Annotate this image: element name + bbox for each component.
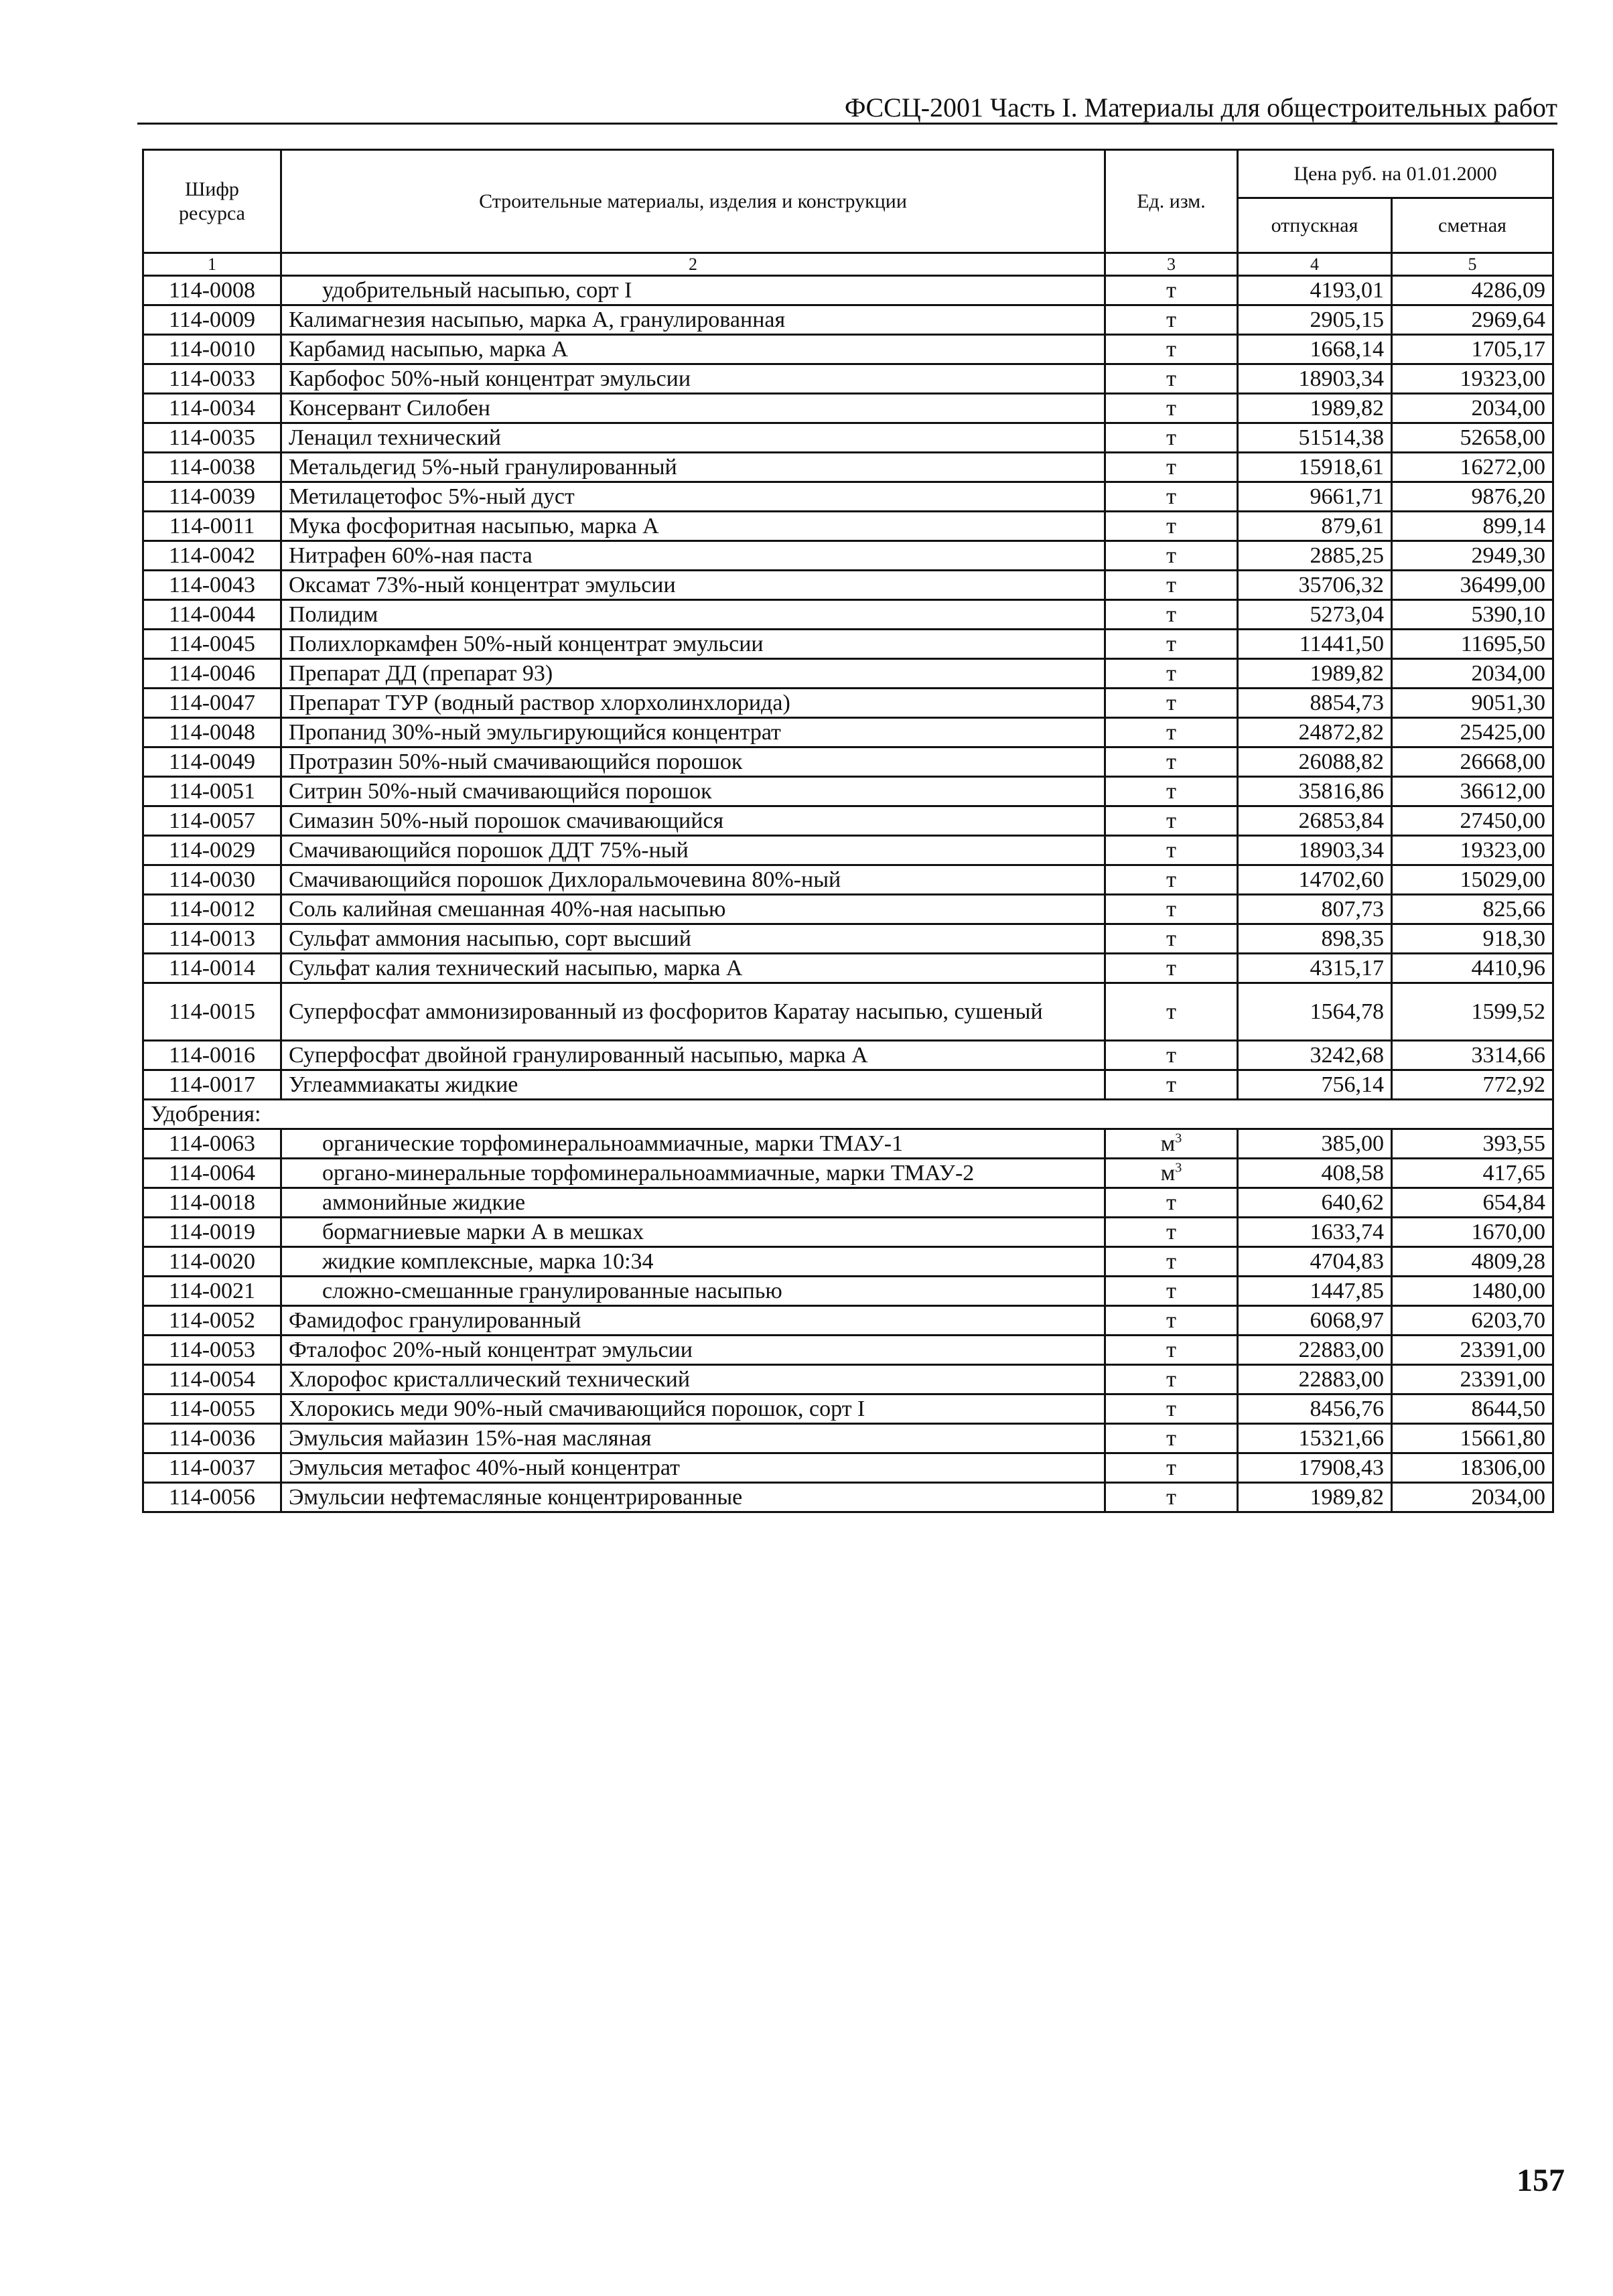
table-row: [143, 630, 1553, 659]
cell-code: 114-0035: [143, 423, 281, 453]
column-header-price-group: Цена руб. на 01.01.2000: [1238, 150, 1553, 198]
cell-code: 114-0030: [143, 865, 281, 895]
cell-estimate-price: 4286,09: [1392, 276, 1553, 305]
cell-estimate-price: 772,92: [1392, 1070, 1553, 1100]
cell-release-price: 640,62: [1238, 1188, 1392, 1218]
cell-code: 114-0048: [143, 718, 281, 747]
cell-name: Карбамид насыпью, марка А: [281, 335, 1105, 364]
cell-unit: т: [1105, 895, 1238, 924]
cell-estimate-price: 918,30: [1392, 924, 1553, 954]
cell-estimate-price: 4809,28: [1392, 1247, 1553, 1277]
table-row: [143, 1129, 1553, 1159]
cell-release-price: 4704,83: [1238, 1247, 1392, 1277]
cell-name: удобрительный насыпью, сорт I: [281, 276, 1105, 305]
cell-estimate-price: 9876,20: [1392, 482, 1553, 512]
cell-unit: т: [1105, 865, 1238, 895]
cell-release-price: 35816,86: [1238, 777, 1392, 806]
cell-code: 114-0049: [143, 747, 281, 777]
cell-name: Сульфат калия технический насыпью, марка А: [281, 954, 1105, 983]
table-row: [143, 1070, 1553, 1100]
cell-estimate-price: 1480,00: [1392, 1277, 1553, 1306]
table-row: [143, 895, 1553, 924]
table-row: [143, 1247, 1553, 1277]
cell-estimate-price: 3314,66: [1392, 1041, 1553, 1070]
cell-release-price: 17908,43: [1238, 1453, 1392, 1483]
cell-release-price: 1668,14: [1238, 335, 1392, 364]
cell-estimate-price: 393,55: [1392, 1129, 1553, 1159]
cell-name: Пропанид 30%-ный эмульгирующийся концентрат: [281, 718, 1105, 747]
cell-release-price: 3242,68: [1238, 1041, 1392, 1070]
cell-estimate-price: 2034,00: [1392, 659, 1553, 689]
cell-code: 114-0051: [143, 777, 281, 806]
cell-name: Протразин 50%-ный смачивающийся порошок: [281, 747, 1105, 777]
table-row: [143, 983, 1553, 1041]
cell-release-price: 18903,34: [1238, 836, 1392, 865]
table-row: [143, 512, 1553, 541]
cell-name: органические торфоминеральноаммиачные, марки ТМАУ-1: [281, 1129, 1105, 1159]
cell-name: Фталофос 20%-ный концентрат эмульсии: [281, 1336, 1105, 1365]
cell-unit: т: [1105, 541, 1238, 571]
cell-estimate-price: 27450,00: [1392, 806, 1553, 836]
table-row: [143, 571, 1553, 600]
cell-unit: т: [1105, 1365, 1238, 1394]
cell-code: 114-0020: [143, 1247, 281, 1277]
table-row: [143, 1336, 1553, 1365]
unit-symbol: м: [1160, 1131, 1176, 1156]
table-row: [143, 394, 1553, 423]
cell-estimate-price: 23391,00: [1392, 1336, 1553, 1365]
column-number: 5: [1392, 253, 1553, 276]
cell-unit: т: [1105, 1070, 1238, 1100]
cell-release-price: 8854,73: [1238, 689, 1392, 718]
cell-name: Соль калийная смешанная 40%-ная насыпью: [281, 895, 1105, 924]
cell-name: жидкие комплексные, марка 10:34: [281, 1247, 1105, 1277]
cell-unit: т: [1105, 364, 1238, 394]
cell-unit: т: [1105, 1218, 1238, 1247]
cell-estimate-price: 36612,00: [1392, 777, 1553, 806]
column-header-release-price: отпускная: [1238, 198, 1392, 253]
cell-code: 114-0009: [143, 305, 281, 335]
cell-release-price: 26088,82: [1238, 747, 1392, 777]
cell-estimate-price: 1599,52: [1392, 983, 1553, 1041]
column-header-estimate-price: сметная: [1392, 198, 1553, 253]
table-row: [143, 865, 1553, 895]
page-header: [137, 92, 1557, 125]
cell-unit: т: [1105, 1394, 1238, 1424]
cell-code: 114-0053: [143, 1336, 281, 1365]
cell-unit: т: [1105, 394, 1238, 423]
unit-symbol: м: [1160, 1160, 1176, 1186]
cell-code: 114-0042: [143, 541, 281, 571]
cell-unit: т: [1105, 659, 1238, 689]
cell-unit: т: [1105, 1041, 1238, 1070]
table-row: [143, 659, 1553, 689]
cell-code: 114-0047: [143, 689, 281, 718]
cell-release-price: 8456,76: [1238, 1394, 1392, 1424]
table-row: [143, 482, 1553, 512]
table-row: [143, 1424, 1553, 1453]
cell-name: Фамидофос гранулированный: [281, 1306, 1105, 1336]
cell-estimate-price: 19323,00: [1392, 364, 1553, 394]
cell-estimate-price: 19323,00: [1392, 836, 1553, 865]
cell-unit: т: [1105, 571, 1238, 600]
cell-estimate-price: 417,65: [1392, 1159, 1553, 1188]
cell-code: 114-0033: [143, 364, 281, 394]
cell-unit: т: [1105, 600, 1238, 630]
unit-exponent: 3: [1175, 1131, 1182, 1146]
cell-name: Эмульсия метафос 40%-ный концентрат: [281, 1453, 1105, 1483]
cell-estimate-price: 15661,80: [1392, 1424, 1553, 1453]
cell-code: 114-0046: [143, 659, 281, 689]
table-row: [143, 954, 1553, 983]
cell-release-price: 1564,78: [1238, 983, 1392, 1041]
cell-estimate-price: 8644,50: [1392, 1394, 1553, 1424]
cell-code: 114-0011: [143, 512, 281, 541]
cell-name: Нитрафен 60%-ная паста: [281, 541, 1105, 571]
cell-name: Мука фосфоритная насыпью, марка А: [281, 512, 1105, 541]
cell-unit: т: [1105, 806, 1238, 836]
cell-code: 114-0039: [143, 482, 281, 512]
cell-release-price: 1447,85: [1238, 1277, 1392, 1306]
cell-code: 114-0063: [143, 1129, 281, 1159]
cell-code: 114-0036: [143, 1424, 281, 1453]
cell-unit: [1105, 1129, 1238, 1159]
cell-name: Ситрин 50%-ный смачивающийся порошок: [281, 777, 1105, 806]
table-row: [143, 1394, 1553, 1424]
cell-name: Метилацетофос 5%-ный дуст: [281, 482, 1105, 512]
cell-release-price: 2905,15: [1238, 305, 1392, 335]
cell-code: 114-0012: [143, 895, 281, 924]
cell-unit: т: [1105, 482, 1238, 512]
cell-release-price: 22883,00: [1238, 1365, 1392, 1394]
cell-release-price: 5273,04: [1238, 600, 1392, 630]
cell-unit: т: [1105, 1336, 1238, 1365]
cell-code: 114-0029: [143, 836, 281, 865]
cell-code: 114-0017: [143, 1070, 281, 1100]
column-header-code: Шифр ресурса: [143, 150, 281, 253]
cell-release-price: 24872,82: [1238, 718, 1392, 747]
cell-code: 114-0016: [143, 1041, 281, 1070]
cell-unit: т: [1105, 1306, 1238, 1336]
cell-estimate-price: 5390,10: [1392, 600, 1553, 630]
cell-name: Суперфосфат аммонизированный из фосфоритов Каратау насыпью, сушеный: [281, 983, 1105, 1041]
cell-name: Карбофос 50%-ный концентрат эмульсии: [281, 364, 1105, 394]
price-rows: [143, 276, 1553, 1100]
cell-release-price: 18903,34: [1238, 364, 1392, 394]
cell-unit: т: [1105, 1424, 1238, 1453]
table-row: [143, 364, 1553, 394]
cell-release-price: 2885,25: [1238, 541, 1392, 571]
cell-estimate-price: 654,84: [1392, 1188, 1553, 1218]
cell-name: Хлорокись меди 90%-ный смачивающийся порошок, сорт I: [281, 1394, 1105, 1424]
cell-release-price: 51514,38: [1238, 423, 1392, 453]
table-row: [143, 1483, 1553, 1512]
cell-name: Суперфосфат двойной гранулированный насыпью, марка А: [281, 1041, 1105, 1070]
cell-code: 114-0045: [143, 630, 281, 659]
cell-name: Смачивающийся порошок ДДТ 75%-ный: [281, 836, 1105, 865]
cell-estimate-price: 4410,96: [1392, 954, 1553, 983]
cell-release-price: 879,61: [1238, 512, 1392, 541]
table-row: [143, 1365, 1553, 1394]
cell-unit: т: [1105, 924, 1238, 954]
cell-estimate-price: 52658,00: [1392, 423, 1553, 453]
cell-name: Ленацил технический: [281, 423, 1105, 453]
cell-unit: т: [1105, 747, 1238, 777]
column-number: 3: [1105, 253, 1238, 276]
cell-release-price: 15918,61: [1238, 453, 1392, 482]
cell-release-price: 11441,50: [1238, 630, 1392, 659]
table-row: [143, 600, 1553, 630]
table-row: [143, 305, 1553, 335]
cell-code: 114-0038: [143, 453, 281, 482]
cell-name: Симазин 50%-ный порошок смачивающийся: [281, 806, 1105, 836]
cell-release-price: 6068,97: [1238, 1306, 1392, 1336]
column-number: 1: [143, 253, 281, 276]
cell-code: 114-0054: [143, 1365, 281, 1394]
table-row: [143, 777, 1553, 806]
section-fertilizers: [143, 1100, 1553, 1129]
cell-estimate-price: 18306,00: [1392, 1453, 1553, 1483]
cell-estimate-price: 2034,00: [1392, 1483, 1553, 1512]
cell-unit: т: [1105, 718, 1238, 747]
cell-code: 114-0021: [143, 1277, 281, 1306]
cell-unit: т: [1105, 1483, 1238, 1512]
price-table: [142, 149, 1554, 1513]
cell-estimate-price: 15029,00: [1392, 865, 1553, 895]
column-header-name: Строительные материалы, изделия и конструкции: [281, 150, 1105, 253]
column-number: 2: [281, 253, 1105, 276]
cell-code: 114-0008: [143, 276, 281, 305]
table-row: [143, 1277, 1553, 1306]
cell-code: 114-0056: [143, 1483, 281, 1512]
cell-estimate-price: 36499,00: [1392, 571, 1553, 600]
cell-code: 114-0043: [143, 571, 281, 600]
cell-code: 114-0052: [143, 1306, 281, 1336]
cell-release-price: 4315,17: [1238, 954, 1392, 983]
cell-code: 114-0015: [143, 983, 281, 1041]
cell-unit: т: [1105, 453, 1238, 482]
cell-code: 114-0044: [143, 600, 281, 630]
cell-unit: т: [1105, 630, 1238, 659]
cell-unit: [1105, 1159, 1238, 1188]
cell-name: Метальдегид 5%-ный гранулированный: [281, 453, 1105, 482]
cell-estimate-price: 6203,70: [1392, 1306, 1553, 1336]
cell-estimate-price: 2949,30: [1392, 541, 1553, 571]
table-row: [143, 335, 1553, 364]
section-title: Удобрения:: [143, 1100, 1553, 1129]
cell-code: 114-0064: [143, 1159, 281, 1188]
cell-name: Полидим: [281, 600, 1105, 630]
cell-release-price: 385,00: [1238, 1129, 1392, 1159]
cell-release-price: 408,58: [1238, 1159, 1392, 1188]
page-header-title: ФССЦ-2001 Часть I. Материалы для общестроительных работ: [844, 92, 1557, 123]
cell-code: 114-0019: [143, 1218, 281, 1247]
section-rows: [143, 1129, 1553, 1306]
cell-release-price: 22883,00: [1238, 1336, 1392, 1365]
cell-estimate-price: 26668,00: [1392, 747, 1553, 777]
cell-unit: т: [1105, 276, 1238, 305]
cell-name: бормагниевые марки А в мешках: [281, 1218, 1105, 1247]
cell-release-price: 898,35: [1238, 924, 1392, 954]
cell-name: Консервант Силобен: [281, 394, 1105, 423]
table-row: [143, 276, 1553, 305]
cell-name: Смачивающийся порошок Дихлоральмочевина 80%-ный: [281, 865, 1105, 895]
cell-estimate-price: 2034,00: [1392, 394, 1553, 423]
cell-name: Оксамат 73%-ный концентрат эмульсии: [281, 571, 1105, 600]
cell-name: сложно-смешанные гранулированные насыпью: [281, 1277, 1105, 1306]
cell-release-price: 1989,82: [1238, 394, 1392, 423]
table-row: [143, 747, 1553, 777]
cell-name: Препарат ДД (препарат 93): [281, 659, 1105, 689]
column-number: 4: [1238, 253, 1392, 276]
cell-code: 114-0013: [143, 924, 281, 954]
table-row: [143, 1218, 1553, 1247]
cell-estimate-price: 23391,00: [1392, 1365, 1553, 1394]
cell-release-price: 15321,66: [1238, 1424, 1392, 1453]
table-row: [143, 836, 1553, 865]
column-number-row: [143, 253, 1553, 276]
cell-release-price: 1989,82: [1238, 659, 1392, 689]
cell-name: Сульфат аммония насыпью, сорт высший: [281, 924, 1105, 954]
column-header-unit: Ед. изм.: [1105, 150, 1238, 253]
table-row: [143, 806, 1553, 836]
cell-name: Углеаммиакаты жидкие: [281, 1070, 1105, 1100]
table-row: [143, 718, 1553, 747]
cell-estimate-price: 25425,00: [1392, 718, 1553, 747]
cell-release-price: 1989,82: [1238, 1483, 1392, 1512]
cell-name: Полихлоркамфен 50%-ный концентрат эмульсии: [281, 630, 1105, 659]
cell-unit: т: [1105, 1277, 1238, 1306]
cell-unit: т: [1105, 1247, 1238, 1277]
cell-release-price: 756,14: [1238, 1070, 1392, 1100]
cell-estimate-price: 1705,17: [1392, 335, 1553, 364]
cell-name: органо-минеральные торфоминеральноаммиачные, марки ТМАУ-2: [281, 1159, 1105, 1188]
cell-code: 114-0055: [143, 1394, 281, 1424]
cell-code: 114-0034: [143, 394, 281, 423]
cell-unit: т: [1105, 1188, 1238, 1218]
cell-unit: т: [1105, 1453, 1238, 1483]
table-row: [143, 423, 1553, 453]
cell-code: 114-0010: [143, 335, 281, 364]
cell-estimate-price: 9051,30: [1392, 689, 1553, 718]
cell-unit: т: [1105, 335, 1238, 364]
cell-release-price: 26853,84: [1238, 806, 1392, 836]
section-header-row: [143, 1100, 1553, 1129]
table-row: [143, 1306, 1553, 1336]
cell-estimate-price: 16272,00: [1392, 453, 1553, 482]
cell-estimate-price: 2969,64: [1392, 305, 1553, 335]
cell-release-price: 4193,01: [1238, 276, 1392, 305]
table-row: [143, 1453, 1553, 1483]
cell-unit: т: [1105, 423, 1238, 453]
cell-estimate-price: 899,14: [1392, 512, 1553, 541]
table-row: [143, 689, 1553, 718]
cell-unit: т: [1105, 983, 1238, 1041]
table-row: [143, 924, 1553, 954]
cell-unit: т: [1105, 777, 1238, 806]
cell-estimate-price: 11695,50: [1392, 630, 1553, 659]
cell-release-price: 1633,74: [1238, 1218, 1392, 1247]
page-number: 157: [1517, 2163, 1565, 2198]
cell-unit: т: [1105, 305, 1238, 335]
cell-release-price: 35706,32: [1238, 571, 1392, 600]
cell-code: 114-0037: [143, 1453, 281, 1483]
unit-exponent: 3: [1175, 1160, 1182, 1175]
cell-estimate-price: 1670,00: [1392, 1218, 1553, 1247]
table-row: [143, 1159, 1553, 1188]
cell-unit: т: [1105, 512, 1238, 541]
cell-unit: т: [1105, 954, 1238, 983]
cell-release-price: 14702,60: [1238, 865, 1392, 895]
cell-name: Препарат ТУР (водный раствор хлорхолинхлорида): [281, 689, 1105, 718]
cell-code: 114-0057: [143, 806, 281, 836]
cell-estimate-price: 825,66: [1392, 895, 1553, 924]
cell-name: Эмульсии нефтемасляные концентрированные: [281, 1483, 1105, 1512]
cell-name: Эмульсия майазин 15%-ная масляная: [281, 1424, 1105, 1453]
tail-rows: [143, 1306, 1553, 1512]
cell-name: Калимагнезия насыпью, марка А, гранулированная: [281, 305, 1105, 335]
cell-unit: т: [1105, 836, 1238, 865]
cell-unit: т: [1105, 689, 1238, 718]
table-row: [143, 1041, 1553, 1070]
cell-name: аммонийные жидкие: [281, 1188, 1105, 1218]
cell-name: Хлорофос кристаллический технический: [281, 1365, 1105, 1394]
table-row: [143, 541, 1553, 571]
table-row: [143, 1188, 1553, 1218]
cell-release-price: 9661,71: [1238, 482, 1392, 512]
cell-release-price: 807,73: [1238, 895, 1392, 924]
cell-code: 114-0014: [143, 954, 281, 983]
cell-code: 114-0018: [143, 1188, 281, 1218]
table-row: [143, 453, 1553, 482]
